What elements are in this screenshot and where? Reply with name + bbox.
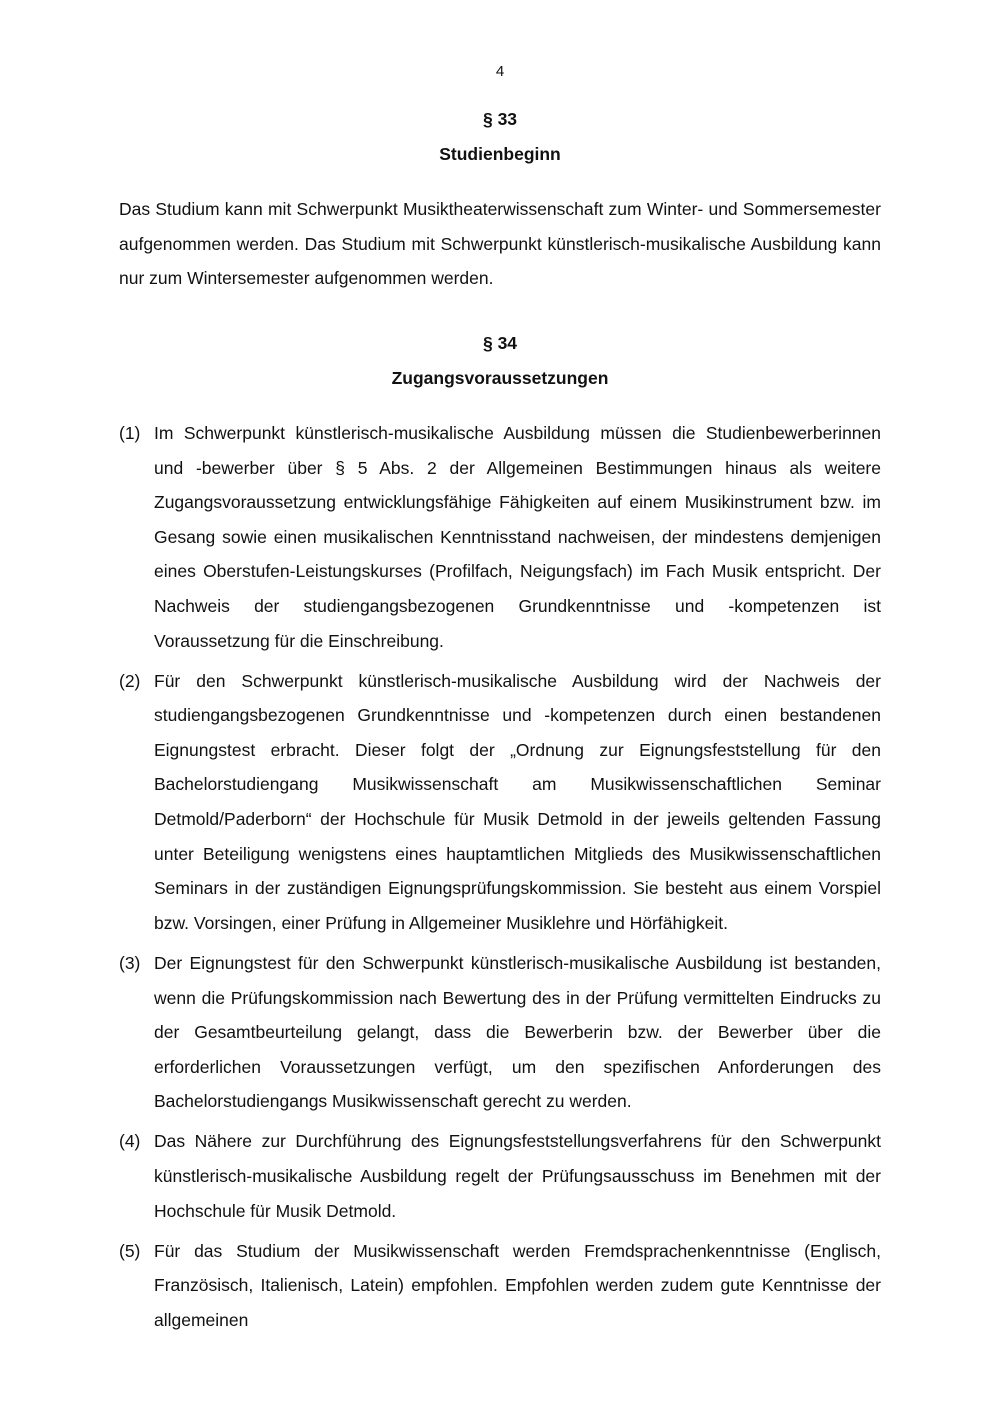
section-33-text: Das Studium kann mit Schwerpunkt Musiktheaterwissenschaft zum Winter- und Sommersemester aufgenommen werden. Das Studium mit Schwerpunkt künstlerisch-musikalische Ausbildung kann nur zum Wintersemester aufgenommen werden. — [119, 199, 881, 288]
section-34-heading — [0, 326, 1000, 396]
list-item — [119, 946, 881, 1119]
list-item — [119, 664, 881, 941]
section-34-title: Zugangsvoraussetzungen — [391, 368, 609, 388]
list-item-number: (5) — [119, 1240, 141, 1261]
list-item-number: (1) — [119, 423, 141, 443]
list-item-text: Für das Studium der Musikwissenschaft werden Fremdsprachenkenntnisse (Englisch, Französisch, Italienisch, Latein) empfohlen. Empfohlen werden zudem gute Kenntnisse der allgemeinen — [154, 1240, 881, 1330]
list-item-number: (3) — [119, 952, 141, 973]
section-34-list — [119, 416, 881, 1343]
page-number: 4 — [495, 63, 505, 80]
section-33-heading — [0, 102, 1000, 172]
section-33-title: Studienbeginn — [439, 144, 561, 164]
list-item — [119, 1124, 881, 1228]
list-item-text: Der Eignungstest für den Schwerpunkt künstlerisch-musikalische Ausbildung ist bestanden, wenn die Prüfungskommission nach Bewertung des in der Prüfung vermittelten Eindrucks zu der Gesamtbeurteilung gelangt, dass die Bewerberin bzw. der Bewerber über die erforderlichen Voraussetzungen verfügt, um den spezifischen Anforderungen des Bachelorstudiengangs Musikwissenschaft gerecht zu werden. — [154, 952, 881, 1112]
list-item-text: Für den Schwerpunkt künstlerisch-musikalische Ausbildung wird der Nachweis der studiengangsbezogenen Grundkenntnisse und -kompetenzen durch einen bestandenen Eignungstest erbracht. Dieser folgt der „Ordnung zur Eignungsfeststellung für den Bachelorstudiengang Musikwissenschaft am Musikwissenschaftlichen Seminar Detmold/Paderborn“ der Hochschule für Musik Detmold in der jeweils geltenden Fassung unter Beteiligung wenigstens eines hauptamtlichen Mitglieds des Musikwissenschaftlichen Seminars in der zuständigen Eignungsprüfungskommission. Sie besteht aus einem Vorspiel bzw. Vorsingen, einer Prüfung in Allgemeiner Musiklehre und Hörfähigkeit. — [154, 670, 881, 933]
list-item-number: (2) — [119, 670, 141, 691]
section-33-symbol: § 33 — [482, 109, 518, 129]
list-item-text: Im Schwerpunkt künstlerisch-musikalische Ausbildung müssen die Studienbewerberinnen und -bewerber über § 5 Abs. 2 der Allgemeinen Bestimmungen hinaus als weitere Zugangsvoraussetzung entwicklungsfähige Fähigkeiten auf einem Musikinstrument bzw. im Gesang sowie einen musikalischen Kenntnisstand nachweisen, der mindestens demjenigen eines Oberstufen-Leistungskurses (Profilfach, Neigungsfach) im Fach Musik entspricht. Der Nachweis der studiengangsbezogenen Grundkenntnisse und -kompetenzen ist Voraussetzung für die Einschreibung. — [154, 423, 881, 651]
section-34-symbol: § 34 — [482, 333, 518, 353]
list-item-number: (4) — [119, 1131, 141, 1152]
list-item-text: Das Nähere zur Durchführung des Eignungsfeststellungsverfahrens für den Schwerpunkt künstlerisch-musikalische Ausbildung regelt der Prüfungsausschuss im Benehmen mit der Hochschule für Musik Detmold. — [154, 1131, 881, 1221]
list-item — [119, 1234, 881, 1338]
list-item — [119, 416, 881, 658]
